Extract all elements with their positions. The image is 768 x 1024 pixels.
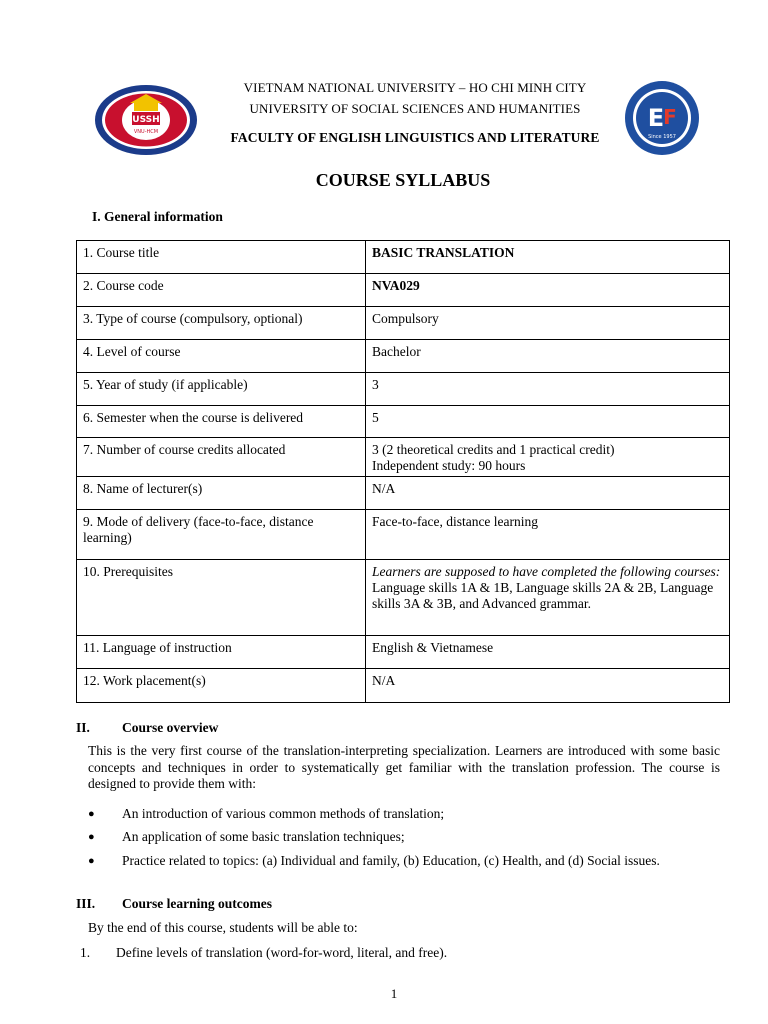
row-label: 12. Work placement(s): [77, 669, 366, 703]
bullet-icon: ●: [88, 808, 95, 820]
table-row: [77, 636, 730, 669]
overview-paragraph: This is the very first course of the translation-interpreting specialization. Learners are introduced with some basic concepts and techniques in order to systematically get familiar with the translation profession. The course is designed to provide them with:: [88, 743, 720, 791]
course-code-value: NVA029: [372, 278, 420, 293]
row-value: [366, 274, 730, 307]
table-row: [77, 340, 730, 373]
row-value: Compulsory: [366, 307, 730, 340]
svg-text:E: E: [647, 104, 665, 132]
list-item-text: Practice related to topics: (a) Individual and family, (b) Education, (c) Health, and (d) Social issues.: [122, 853, 660, 868]
list-item-number: 1.: [80, 945, 91, 960]
bullet-icon: ●: [88, 831, 95, 843]
table-row: [77, 477, 730, 510]
outcomes-intro: By the end of this course, students will be able to:: [88, 920, 358, 935]
row-label: 5. Year of study (if applicable): [77, 373, 366, 406]
table-row: [77, 373, 730, 406]
row-label: 1. Course title: [77, 241, 366, 274]
table-row: [77, 510, 730, 560]
general-info-table: [76, 240, 730, 703]
header-faculty: FACULTY OF ENGLISH LINGUISTICS AND LITERATURE: [230, 130, 600, 145]
row-label: 6. Semester when the course is delivered: [77, 406, 366, 438]
row-label: 4. Level of course: [77, 340, 366, 373]
header-university: VIETNAM NATIONAL UNIVERSITY – HO CHI MINH CITY: [243, 80, 587, 95]
row-label: 11. Language of instruction: [77, 636, 366, 669]
section-heading-overview: Course overview: [122, 720, 219, 735]
table-row: [77, 438, 730, 477]
table-row: [77, 274, 730, 307]
row-label: 10. Prerequisites: [77, 560, 366, 636]
table-row: [77, 241, 730, 274]
list-item-text: An application of some basic translation techniques;: [122, 829, 405, 844]
svg-text:VNU-HCM: VNU-HCM: [133, 129, 159, 135]
page-number: 1: [390, 986, 398, 1001]
table-row: [77, 560, 730, 636]
page-title: COURSE SYLLABUS: [315, 170, 491, 190]
row-value: N/A: [366, 477, 730, 510]
section-number-outcomes: III.: [76, 896, 96, 911]
svg-text:F: F: [663, 105, 677, 129]
svg-text:USSH: USSH: [132, 115, 160, 125]
prerequisites-courses: Language skills 1A & 1B, Language skills 2A & 2B, Language skills 3A & 3B, and Advanced grammar.: [372, 580, 714, 611]
row-label: 3. Type of course (compulsory, optional): [77, 307, 366, 340]
list-item-text: Define levels of translation (word-for-word, literal, and free).: [116, 945, 448, 960]
row-value: Face-to-face, distance learning: [366, 510, 730, 560]
row-label: 7. Number of course credits allocated: [77, 438, 366, 477]
bullet-icon: ●: [88, 855, 95, 867]
independent-study-value: Independent study: 90 hours: [372, 458, 526, 473]
header-school: UNIVERSITY OF SOCIAL SCIENCES AND HUMANITIES: [249, 101, 581, 116]
table-row: [77, 307, 730, 340]
table-row: [77, 406, 730, 438]
row-value: Bachelor: [366, 340, 730, 373]
section-heading-outcomes: Course learning outcomes: [122, 896, 272, 911]
row-label: 8. Name of lecturer(s): [77, 477, 366, 510]
row-value: [366, 560, 730, 636]
row-label: 9. Mode of delivery (face-to-face, distance learning): [77, 510, 366, 560]
list-item-text: An introduction of various common methods of translation;: [122, 806, 445, 821]
course-title-value: BASIC TRANSLATION: [372, 245, 515, 260]
row-value: 3: [366, 373, 730, 406]
credits-value: 3 (2 theoretical credits and 1 practical credit): [372, 442, 615, 457]
row-value: English & Vietnamese: [366, 636, 730, 669]
section-heading-general: I. General information: [92, 209, 223, 224]
row-value: [366, 241, 730, 274]
section-number-overview: II.: [76, 720, 90, 735]
row-value: N/A: [366, 669, 730, 703]
table-row: [77, 669, 730, 703]
svg-text:Since 1957: Since 1957: [648, 134, 676, 140]
row-value: 5: [366, 406, 730, 438]
prerequisites-intro: Learners are supposed to have completed the following courses:: [372, 564, 721, 579]
row-value: [366, 438, 730, 477]
row-label: 2. Course code: [77, 274, 366, 307]
